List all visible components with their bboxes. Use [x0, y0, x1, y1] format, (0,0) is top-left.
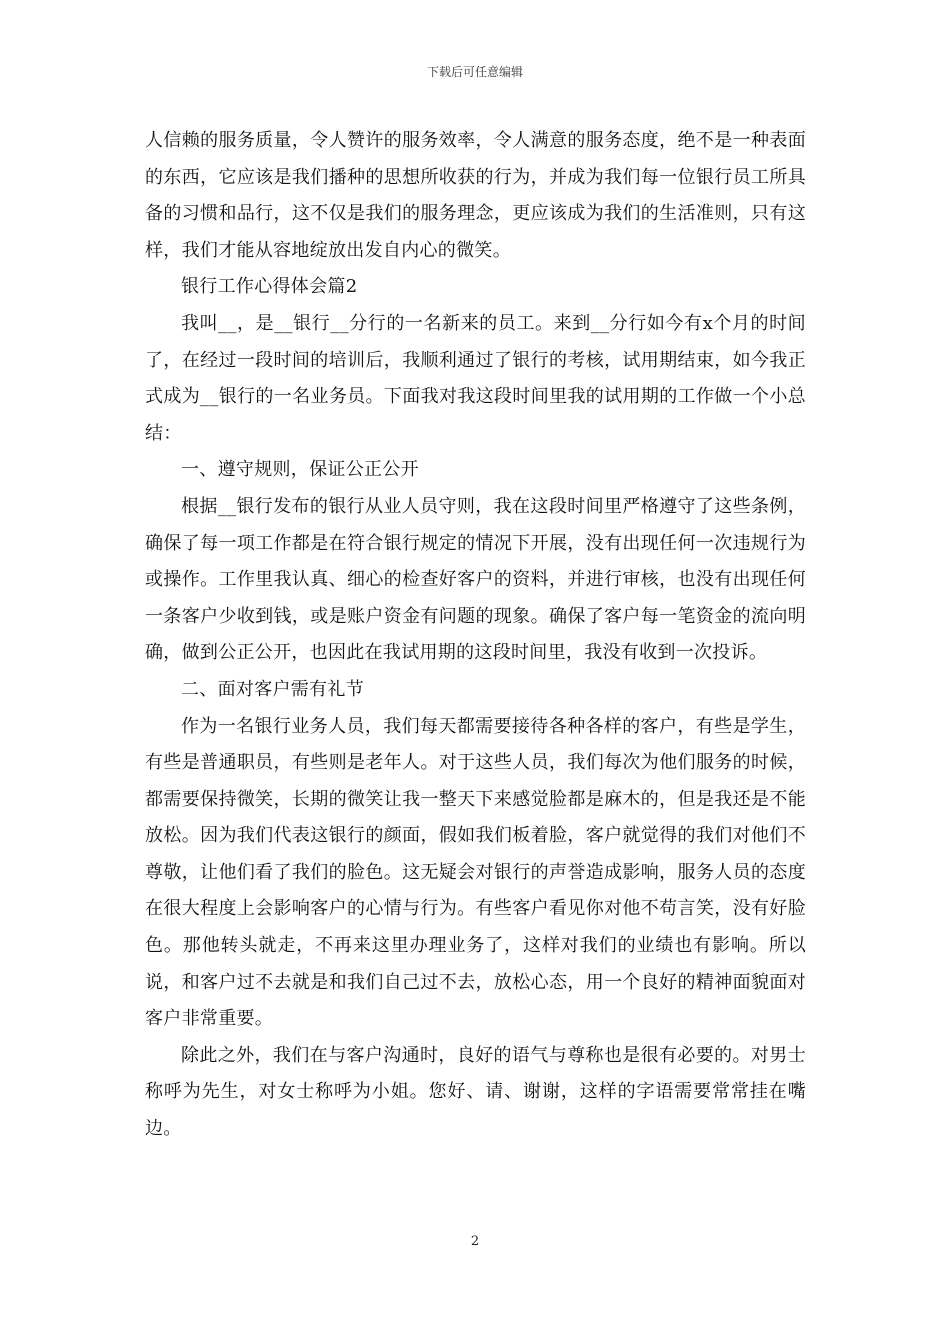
paragraph-courtesy: 作为一名银行业务人员，我们每天都需要接待各种各样的客户，有些是学生，有些是普通职员，有些则是老年人。对于这些人员，我们每次为他们服务的时候，都需要保持微笑，长期的微笑让我一整天下来感觉脸都是麻木的，但是我还是不能放松。因为我们代表这银行的颜面，假如我们板着脸，客户就觉得的我们对他们不尊敬，让他们看了我们的脸色。这无疑会对银行的声誉造成影响，服务人员的态度在很大程度上会影响客户的心情与行为。有些客户看见你对他不苟言笑，没有好脸色。那他转头就走，不再来这里办理业务了，这样对我们的业绩也有影响。所以说，和客户过不去就是和我们自己过不去，放松心态，用一个良好的精神面貌面对客户非常重要。	[145, 715, 806, 1030]
paragraph-continuation: 人信赖的服务质量，令人赞许的服务效率，令人满意的服务态度，绝不是一种表面的东西，它应该是我们播种的思想所收获的行为，并成为我们每一位银行员工所具备的习惯和品行，这不仅是我们的服务理念，更应该成为我们的生活准则，只有这样，我们才能从容地绽放出发自内心的微笑。	[145, 130, 806, 261]
section-title: 银行工作心得体会篇2	[181, 276, 358, 298]
document-body	[145, 123, 806, 1148]
section-heading-rules: 一、遵守规则，保证公正公开	[181, 459, 419, 481]
paragraph-intro: 我叫__，是__银行__分行的一名新来的员工。来到__分行如今有x个月的时间了，在经过一段时间的培训后，我顺利通过了银行的考核，试用期结束，如今我正式成为__银行的一名业务员。下面我对我这段时间里我的试用期的工作做一个小总结：	[145, 312, 806, 444]
paragraph-rules: 根据__银行发布的银行从业人员守则，我在这段时间里严格遵守了这些条例，确保了每一项工作都是在符合银行规定的情况下开展，没有出现任何一次违规行为或操作。工作里我认真、细心的检查好客户的资料，并进行审核，也没有出现任何一条客户少收到钱，或是账户资金有问题的现象。确保了客户每一笔资金的流向明确，做到公正公开，也因此在我试用期的这段时间里，我没有收到一次投诉。	[145, 495, 806, 664]
paragraph-addressing: 除此之外，我们在与客户沟通时，良好的语气与尊称也是很有必要的。对男士称呼为先生，对女士称呼为小姐。您好、请、谢谢，这样的字语需要常常挂在嘴边。	[145, 1044, 806, 1140]
page-number: 2	[470, 1234, 480, 1249]
section-heading-courtesy: 二、面对客户需有礼节	[181, 678, 364, 700]
page-header: 下载后可任意编辑	[426, 65, 523, 79]
